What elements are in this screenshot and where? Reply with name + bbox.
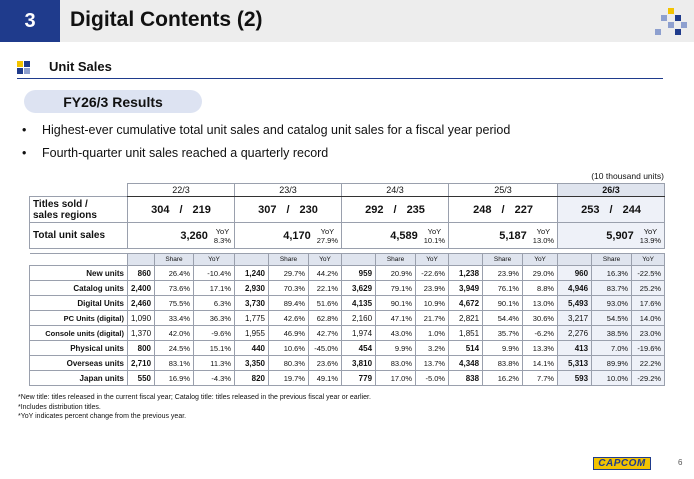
units-subheader xyxy=(558,254,592,266)
titles-pair xyxy=(452,204,554,216)
share-cell: 83.0% xyxy=(376,356,416,371)
yoy-cell: 10.9% xyxy=(416,296,449,311)
yoy-cell: 6.3% xyxy=(194,296,235,311)
period-header: 22/3 xyxy=(128,184,235,197)
share-cell: 35.7% xyxy=(483,326,523,341)
slide-title: Digital Contents (2) xyxy=(70,8,263,31)
units-cell: 514 xyxy=(449,341,483,356)
units-subheader xyxy=(235,254,269,266)
empty-corner xyxy=(30,254,128,266)
yoy-cell: 14.1% xyxy=(523,356,558,371)
table-row xyxy=(30,266,665,281)
share-cell: 54.4% xyxy=(483,311,523,326)
yoy-cell: 25.2% xyxy=(632,281,665,296)
share-subheader: Share xyxy=(483,254,523,266)
row-label: PC Units (digital) xyxy=(30,311,128,326)
titles-value: 307 xyxy=(258,203,277,216)
units-cell: 440 xyxy=(235,341,269,356)
share-subheader: Share xyxy=(592,254,632,266)
titles-value: 219 xyxy=(192,203,211,216)
share-cell: 90.1% xyxy=(483,296,523,311)
yoy-label: YoY xyxy=(215,226,230,236)
titles-value: / xyxy=(609,203,613,216)
yoy-cell: -6.2% xyxy=(523,326,558,341)
total-cell xyxy=(558,223,665,249)
decorative-squares-icon xyxy=(655,8,687,36)
period-header: 24/3 xyxy=(342,184,449,197)
footnote: *YoY indicates percent change from the previous year. xyxy=(18,413,187,420)
units-cell: 593 xyxy=(558,371,592,386)
share-cell: 26.4% xyxy=(155,266,194,281)
row-label: Catalog units xyxy=(30,281,128,296)
share-cell: 83.1% xyxy=(155,356,194,371)
units-subheader xyxy=(128,254,155,266)
titles-value: 230 xyxy=(299,203,318,216)
share-cell: 23.9% xyxy=(483,266,523,281)
titles-cell xyxy=(558,197,665,223)
bullet-dot: • xyxy=(22,146,27,160)
yoy-cell: 22.1% xyxy=(309,281,342,296)
table-row xyxy=(30,311,665,326)
units-cell: 1,238 xyxy=(449,266,483,281)
share-cell: 76.1% xyxy=(483,281,523,296)
yoy-cell: -22.5% xyxy=(632,266,665,281)
units-cell: 1,851 xyxy=(449,326,483,341)
yoy-value: 10.1% xyxy=(423,235,446,245)
total-yoy xyxy=(317,227,338,245)
table-row xyxy=(30,281,665,296)
yoy-subheader: YoY xyxy=(632,254,665,266)
total-cell xyxy=(342,223,449,249)
bullet-text: Highest-ever cumulative total unit sales and catalog unit sales for a fiscal year period xyxy=(42,123,511,137)
yoy-cell: 23.6% xyxy=(309,356,342,371)
units-cell: 2,930 xyxy=(235,281,269,296)
share-cell: 17.0% xyxy=(376,371,416,386)
titles-value: 235 xyxy=(406,203,425,216)
share-subheader: Share xyxy=(269,254,309,266)
share-cell: 10.6% xyxy=(269,341,309,356)
total-units: 3,260 xyxy=(180,229,208,242)
table-row xyxy=(30,326,665,341)
share-cell: 83.8% xyxy=(483,356,523,371)
share-cell: 89.9% xyxy=(592,356,632,371)
share-cell: 54.5% xyxy=(592,311,632,326)
yoy-value: 8.3% xyxy=(213,235,232,245)
share-cell: 80.3% xyxy=(269,356,309,371)
titles-value: 248 xyxy=(473,203,492,216)
units-cell: 2,710 xyxy=(128,356,155,371)
units-cell: 3,730 xyxy=(235,296,269,311)
share-cell: 33.4% xyxy=(155,311,194,326)
yoy-cell: 17.6% xyxy=(632,296,665,311)
units-cell: 1,370 xyxy=(128,326,155,341)
units-cell: 3,810 xyxy=(342,356,376,371)
yoy-subheader: YoY xyxy=(416,254,449,266)
units-cell: 2,276 xyxy=(558,326,592,341)
row-label: Digital Units xyxy=(30,296,128,311)
units-cell: 960 xyxy=(558,266,592,281)
titles-cell xyxy=(235,197,342,223)
share-cell: 20.9% xyxy=(376,266,416,281)
share-cell: 9.9% xyxy=(376,341,416,356)
row-label: Physical units xyxy=(30,341,128,356)
total-yoy xyxy=(533,227,554,245)
share-subheader: Share xyxy=(155,254,194,266)
units-cell: 1,090 xyxy=(128,311,155,326)
units-cell: 1,240 xyxy=(235,266,269,281)
yoy-cell: 21.7% xyxy=(416,311,449,326)
units-cell: 3,217 xyxy=(558,311,592,326)
share-cell: 16.3% xyxy=(592,266,632,281)
total-units: 4,589 xyxy=(390,229,418,242)
titles-pair xyxy=(131,204,231,216)
titles-value: 292 xyxy=(365,203,384,216)
units-subheader xyxy=(449,254,483,266)
units-cell: 2,460 xyxy=(128,296,155,311)
yoy-subheader: YoY xyxy=(194,254,235,266)
share-cell: 83.7% xyxy=(592,281,632,296)
total-cell xyxy=(235,223,342,249)
total-yoy xyxy=(424,227,445,245)
total-units: 5,907 xyxy=(606,229,634,242)
table-row xyxy=(30,296,665,311)
units-cell: 4,672 xyxy=(449,296,483,311)
units-cell: 5,313 xyxy=(558,356,592,371)
units-cell: 860 xyxy=(128,266,155,281)
units-cell: 454 xyxy=(342,341,376,356)
share-cell: 93.0% xyxy=(592,296,632,311)
yoy-cell: 62.8% xyxy=(309,311,342,326)
yoy-cell: 23.0% xyxy=(632,326,665,341)
yoy-cell: -45.0% xyxy=(309,341,342,356)
yoy-cell: 29.0% xyxy=(523,266,558,281)
units-cell: 413 xyxy=(558,341,592,356)
total-units: 4,170 xyxy=(283,229,311,242)
total-cell xyxy=(449,223,558,249)
table-row xyxy=(30,356,665,371)
share-cell: 7.0% xyxy=(592,341,632,356)
share-cell: 10.0% xyxy=(592,371,632,386)
yoy-label: YoY xyxy=(427,226,442,236)
period-header: 26/3 xyxy=(558,184,665,197)
share-cell: 79.1% xyxy=(376,281,416,296)
titles-pair xyxy=(238,204,338,216)
yoy-cell: 30.6% xyxy=(523,311,558,326)
share-cell: 24.5% xyxy=(155,341,194,356)
share-cell: 42.0% xyxy=(155,326,194,341)
total-yoy xyxy=(214,227,231,245)
table-row xyxy=(30,341,665,356)
page-number: 6 xyxy=(678,458,683,467)
titles-value: / xyxy=(286,203,290,216)
yoy-label: YoY xyxy=(643,226,658,236)
yoy-cell: 13.7% xyxy=(416,356,449,371)
units-cell: 2,160 xyxy=(342,311,376,326)
row-label: Total unit sales xyxy=(30,223,128,249)
total-row xyxy=(30,223,665,249)
table-row xyxy=(30,371,665,386)
share-cell: 16.2% xyxy=(483,371,523,386)
period-header: 23/3 xyxy=(235,184,342,197)
titles-value: 304 xyxy=(151,203,170,216)
units-cell: 838 xyxy=(449,371,483,386)
titles-row xyxy=(30,197,665,223)
units-cell: 779 xyxy=(342,371,376,386)
row-label: Titles sold / sales regions xyxy=(30,197,128,223)
share-cell: 89.4% xyxy=(269,296,309,311)
total-pair xyxy=(452,227,554,245)
units-cell: 1,955 xyxy=(235,326,269,341)
titles-cell xyxy=(342,197,449,223)
period-header: 25/3 xyxy=(449,184,558,197)
row-label: Overseas units xyxy=(30,356,128,371)
footnote: *New title: titles released in the current fiscal year; Catalog title: titles released in the previous fiscal year or earlier. xyxy=(18,394,371,401)
footnotes xyxy=(18,393,371,422)
period-header-row xyxy=(30,184,665,197)
units-cell: 1,775 xyxy=(235,311,269,326)
yoy-cell: 23.9% xyxy=(416,281,449,296)
titles-value: 244 xyxy=(622,203,641,216)
yoy-cell: 44.2% xyxy=(309,266,342,281)
total-yoy xyxy=(640,227,661,245)
share-cell: 19.7% xyxy=(269,371,309,386)
share-cell: 47.1% xyxy=(376,311,416,326)
titles-value: 253 xyxy=(581,203,600,216)
units-note: (10 thousand units) xyxy=(591,171,664,181)
empty-corner xyxy=(30,184,128,197)
subheader-row xyxy=(30,254,665,266)
units-cell: 820 xyxy=(235,371,269,386)
share-subheader: Share xyxy=(376,254,416,266)
yoy-subheader: YoY xyxy=(309,254,342,266)
yoy-cell: 17.1% xyxy=(194,281,235,296)
units-cell: 4,348 xyxy=(449,356,483,371)
subtitle-squares-icon xyxy=(17,61,31,75)
section-number: 3 xyxy=(0,0,60,42)
titles-value: 227 xyxy=(514,203,533,216)
units-cell: 4,135 xyxy=(342,296,376,311)
share-cell: 29.7% xyxy=(269,266,309,281)
yoy-cell: 49.1% xyxy=(309,371,342,386)
titles-value: / xyxy=(179,203,183,216)
titles-value: / xyxy=(393,203,397,216)
units-cell: 2,400 xyxy=(128,281,155,296)
yoy-cell: 36.3% xyxy=(194,311,235,326)
yoy-cell: -4.3% xyxy=(194,371,235,386)
yoy-cell: -10.4% xyxy=(194,266,235,281)
total-units: 5,187 xyxy=(499,229,527,242)
yoy-cell: 42.7% xyxy=(309,326,342,341)
titles-value: / xyxy=(501,203,505,216)
total-pair xyxy=(131,227,231,245)
share-cell: 38.5% xyxy=(592,326,632,341)
total-cell xyxy=(128,223,235,249)
yoy-value: 13.9% xyxy=(639,235,662,245)
share-cell: 70.3% xyxy=(269,281,309,296)
yoy-label: YoY xyxy=(320,226,335,236)
row-label: Console units (digital) xyxy=(30,326,128,341)
yoy-value: 13.0% xyxy=(532,235,555,245)
yoy-value: 27.9% xyxy=(316,235,339,245)
row-label: New units xyxy=(30,266,128,281)
results-pill: FY26/3 Results xyxy=(24,90,202,113)
share-cell: 46.9% xyxy=(269,326,309,341)
yoy-cell: 1.0% xyxy=(416,326,449,341)
titles-cell xyxy=(128,197,235,223)
yoy-cell: 22.2% xyxy=(632,356,665,371)
capcom-logo: CAPCOM xyxy=(593,457,651,470)
yoy-cell: 13.0% xyxy=(523,296,558,311)
bullet-text: Fourth-quarter unit sales reached a quarterly record xyxy=(42,146,329,160)
yoy-cell: 7.7% xyxy=(523,371,558,386)
yoy-cell: -5.0% xyxy=(416,371,449,386)
yoy-cell: -9.6% xyxy=(194,326,235,341)
units-cell: 3,949 xyxy=(449,281,483,296)
yoy-cell: 11.3% xyxy=(194,356,235,371)
yoy-cell: 51.6% xyxy=(309,296,342,311)
share-cell: 90.1% xyxy=(376,296,416,311)
units-cell: 550 xyxy=(128,371,155,386)
row-label: Japan units xyxy=(30,371,128,386)
yoy-cell: -29.2% xyxy=(632,371,665,386)
units-cell: 3,629 xyxy=(342,281,376,296)
bullet-dot: • xyxy=(22,123,27,137)
unit-sales-table xyxy=(29,183,665,386)
footnote: *Includes distribution titles. xyxy=(18,403,101,411)
titles-pair xyxy=(561,204,661,216)
yoy-cell: 15.1% xyxy=(194,341,235,356)
units-cell: 1,974 xyxy=(342,326,376,341)
yoy-cell: 13.3% xyxy=(523,341,558,356)
units-cell: 3,350 xyxy=(235,356,269,371)
yoy-cell: -22.6% xyxy=(416,266,449,281)
yoy-cell: -19.6% xyxy=(632,341,665,356)
section-subtitle: Unit Sales xyxy=(49,59,112,74)
share-cell: 75.5% xyxy=(155,296,194,311)
total-pair xyxy=(345,227,445,245)
units-cell: 2,821 xyxy=(449,311,483,326)
units-cell: 959 xyxy=(342,266,376,281)
share-cell: 16.9% xyxy=(155,371,194,386)
units-cell: 5,493 xyxy=(558,296,592,311)
share-cell: 43.0% xyxy=(376,326,416,341)
yoy-cell: 14.0% xyxy=(632,311,665,326)
units-cell: 800 xyxy=(128,341,155,356)
share-cell: 9.9% xyxy=(483,341,523,356)
total-pair xyxy=(238,227,338,245)
yoy-subheader: YoY xyxy=(523,254,558,266)
total-pair xyxy=(561,227,661,245)
units-cell: 4,946 xyxy=(558,281,592,296)
yoy-cell: 8.8% xyxy=(523,281,558,296)
titles-pair xyxy=(345,204,445,216)
share-cell: 42.6% xyxy=(269,311,309,326)
yoy-cell: 3.2% xyxy=(416,341,449,356)
units-subheader xyxy=(342,254,376,266)
slide-header xyxy=(0,0,694,42)
titles-cell xyxy=(449,197,558,223)
subtitle-divider xyxy=(17,78,663,79)
yoy-label: YoY xyxy=(536,226,551,236)
share-cell: 73.6% xyxy=(155,281,194,296)
